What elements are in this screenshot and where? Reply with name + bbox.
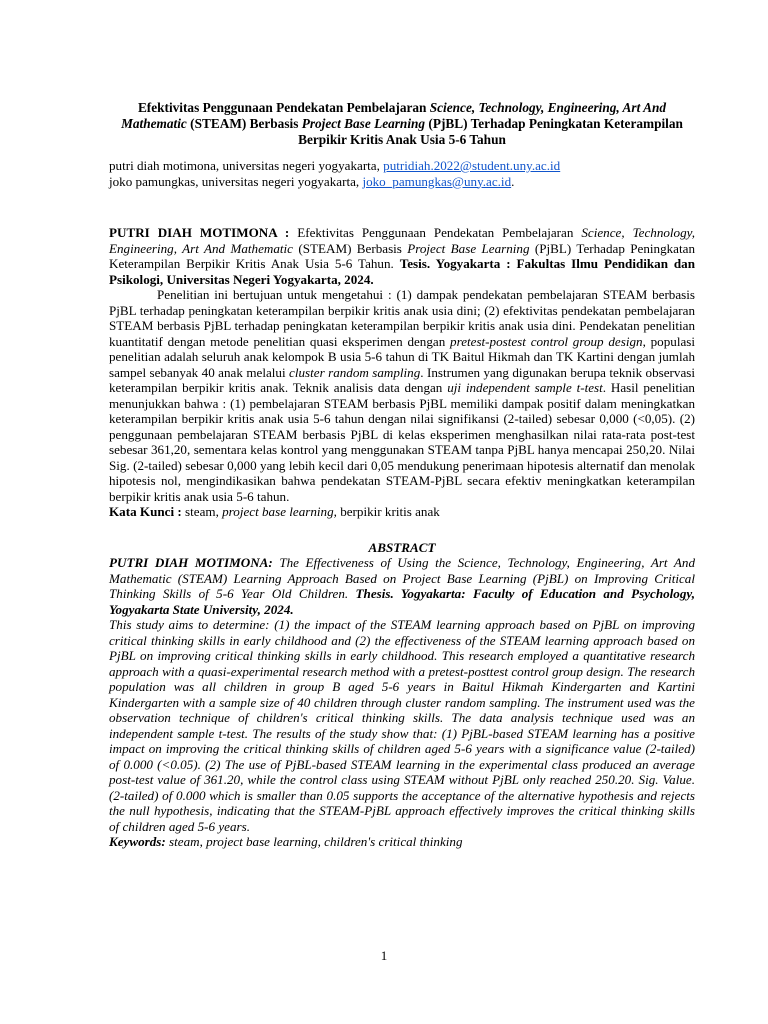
keywords-text: steam, project base learning, children's critical thinking xyxy=(165,834,463,849)
author-line xyxy=(109,174,695,190)
keywords-label: Keywords: xyxy=(109,834,166,849)
abstrak-text: , populasi penelitian adalah seluruh anak kelompok B usia 5-6 tahun di TK Baitul Hikmah dan TK Kartini dengan jumlah sampel sebanyak 40 anak melalui xyxy=(109,333,695,380)
reference-author: PUTRI DIAH MOTIMONA : xyxy=(109,225,290,240)
abstrak-text: . Instrumen yang digunakan berupa teknik observasi keterampilan berpikir kritis anak. Teknik analisis data dengan xyxy=(109,364,696,395)
reference-institution: Thesis. Yogyakarta: Faculty of Education and Psychology, Yogyakarta State University, 2024. xyxy=(109,586,695,617)
abstract-reference xyxy=(109,555,695,617)
paper-title xyxy=(109,100,695,148)
abstrak-text: . Hasil penelitian menunjukkan bahwa : (1) pembelajaran STEAM berbasis PjBL memiliki dampak positif dalam meningkatkan keterampilan berpikir kritis anak usia 5-6 tahun dengan nilai signifikansi (2-tailed) sebesar 0,000 (<0,05). (2) penggunaan pembelajaran STEAM berbasis PjBL di kelas eksperimen menghasilkan nilai rata-rata post-test sebesar 361,20, sementara kelas kontrol yang menggunakan STEAM tanpa PjBL hanya mencapai 250,20. Nilai Sig. (2-tailed) sebesar 0,000 yang lebih kecil dari 0,05 mendukung penerimaan hipotesis alternatif dan menolak hipotesis nol, mengindikasikan bahwa pendekatan STEAM-PjBL secara efektiv meningkatkan keterampilan berpikir kritis anak usia 5-6 tahun. xyxy=(109,380,695,504)
abstrak-text: Penelitian ini bertujuan untuk mengetahui : (1) dampak pendekatan pembelajaran STEAM berbasis PjBL terhadap peningkatan keterampilan berpikir kritis anak usia dini; (2) efektivitas pendekatan pembelajaran STEAM berbasis PjBL terhadap peningkatan keterampilan berpikir kritis anak usia dini. Pendekatan penelitian kuantitatif dengan metode penelitian quasi eksperimen dengan xyxy=(109,287,695,349)
author-line-end: . xyxy=(511,173,515,189)
abstrak-text-italic: uji independent sample t-test xyxy=(447,380,603,395)
title-part-italic: Science, Technology, Engineering, Art And Mathematic xyxy=(121,100,667,131)
abstract-heading: ABSTRACT xyxy=(368,539,436,555)
author-email-link[interactable]: putridiah.2022@student.uny.ac.id xyxy=(383,158,561,173)
title-part: Efektivitas Penggunaan Pendekatan Pembelajaran xyxy=(137,100,430,115)
reference-text: The Effectiveness of Using the Science, Technology, Engineering, Art And Mathematic (STEAM) Learning Approach Based on Project Base Learning (PjBL) on Improving Critical Thinking Skills of 5-6 Year Old Children. xyxy=(109,555,695,601)
reference-text: (PjBL) Terhadap Peningkatan Keterampilan Berpikir Kritis Anak Usia 5-6 Tahun. xyxy=(109,240,695,271)
title-part: (PjBL) Terhadap Peningkatan Keterampilan Berpikir Kritis Anak Usia 5-6 Tahun xyxy=(298,116,683,147)
reference-text-italic: Project Base Learning xyxy=(407,240,530,256)
page-number: 1 xyxy=(380,948,388,963)
title-part-italic: Project Base Learning xyxy=(301,116,426,131)
abstrak-text-italic: cluster random sampling xyxy=(289,364,421,380)
kata-kunci-text-italic: project base learning, xyxy=(222,504,337,519)
kata-kunci-text: steam, xyxy=(181,504,223,519)
title-part: (STEAM) Berbasis xyxy=(186,116,302,131)
reference-author: PUTRI DIAH MOTIMONA: xyxy=(109,555,273,570)
kata-kunci-label: Kata Kunci : xyxy=(109,504,182,519)
author-affiliation: joko pamungkas, universitas negeri yogyakarta, xyxy=(109,173,363,189)
author-affiliation: putri diah motimona, universitas negeri yogyakarta, xyxy=(109,158,384,173)
paper-page xyxy=(109,100,695,850)
reference-text: Efektivitas Penggunaan Pendekatan Pembelajaran xyxy=(289,225,582,240)
reference-institution: Tesis. Yogyakarta : Fakultas Ilmu Pendidikan dan Psikologi, Universitas Negeri Yogyakarta, 2024. xyxy=(109,256,696,287)
kata-kunci-text: berpikir kritis anak xyxy=(336,504,440,519)
author-line xyxy=(109,158,695,174)
reference-text-italic: Science, Technology, Engineering, Art And Mathematic xyxy=(109,225,696,256)
abstrak-text-italic: pretest-postest control group design xyxy=(450,333,643,349)
abstrak-body xyxy=(109,287,695,504)
abstrak-reference xyxy=(109,225,695,287)
author-email-link[interactable]: joko_pamungkas@uny.ac.id xyxy=(362,173,512,189)
reference-text: (STEAM) Berbasis xyxy=(292,240,408,256)
abstract-body: This study aims to determine: (1) the impact of the STEAM learning approach based on PjBL on improving critical thinking skills in early childhood and (2) the effectiveness of the STEAM learning approach based on PjBL on improving critical thinking skills in early childhood. This research employed a quantitative research approach with a quasi-experimental research method with a pretest-posttest control group design. The research population was all children in group B aged 5-6 years in Baitul Hikmah Kindergarten and Kartini Kindergarten with a sample size of 40 children through cluster random sampling. The instrument used was the observation technique of children's critical thinking skills. The data analysis technique used was an independent sample t-test. The results of the study show that: (1) PjBL-based STEAM learning has a positive impact on improving the critical thinking skills of children aged 5-6 years with a significance value (2-tailed) of 0.000 (<0.05). (2) The use of PjBL-based STEAM learning in the experimental class produced an average post-test value of 361.20, while the control class using STEAM without PjBL only reached 250.20. Sig. Value. (2-tailed) of 0.000 which is smaller than 0.05 supports the acceptance of the alternative hypothesis and rejects the null hypothesis, indicating that the STEAM-PjBL approach effectively improves the critical thinking skills of children aged 5-6 years. xyxy=(109,617,695,834)
keywords xyxy=(109,834,695,850)
kata-kunci xyxy=(109,504,695,520)
author-list xyxy=(109,158,695,189)
